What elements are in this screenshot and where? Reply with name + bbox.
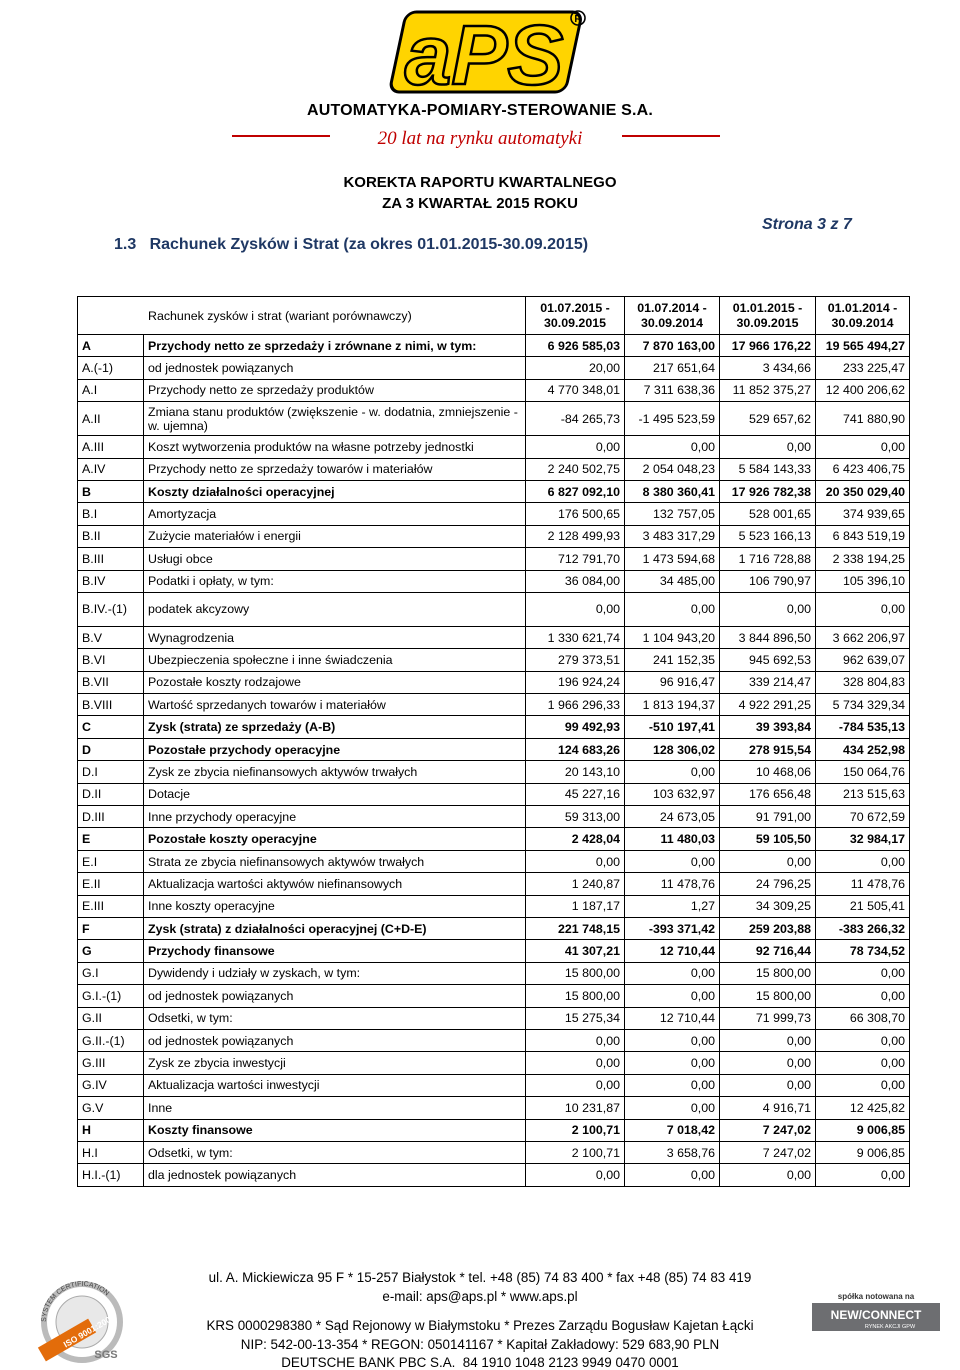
- table-row: [78, 671, 910, 693]
- row-value: 0,00: [720, 436, 816, 458]
- row-value: 11 480,03: [625, 828, 720, 850]
- row-value: 0,00: [816, 1164, 910, 1186]
- row-value: 66 308,70: [816, 1007, 910, 1029]
- row-value: 7 247,02: [720, 1141, 816, 1163]
- row-value: 529 657,62: [720, 402, 816, 436]
- row-code: H.I: [78, 1141, 144, 1163]
- row-value: 0,00: [816, 1052, 910, 1074]
- row-value: 2 428,04: [526, 828, 625, 850]
- row-value: 15 800,00: [526, 985, 625, 1007]
- row-value: 15 800,00: [720, 985, 816, 1007]
- table-row: [78, 1164, 910, 1186]
- row-value: 96 916,47: [625, 671, 720, 693]
- row-value: 0,00: [526, 1164, 625, 1186]
- row-value: 24 796,25: [720, 873, 816, 895]
- row-value: 0,00: [526, 436, 625, 458]
- footer-tax-ids: NIP: 542-00-13-354 * REGON: 050141167 * Kapitał Zakładowy: 529 683,90 PLN: [240, 1337, 720, 1352]
- row-code: G.V: [78, 1097, 144, 1119]
- company-name: AUTOMATYKA-POMIARY-STEROWANIE S.A.: [306, 102, 654, 119]
- svg-text:R: R: [574, 14, 582, 25]
- row-value: 20 350 029,40: [816, 480, 910, 502]
- row-label: Zużycie materiałów i energii: [144, 525, 526, 547]
- row-value: 24 673,05: [625, 806, 720, 828]
- row-label: Koszty finansowe: [144, 1119, 526, 1141]
- row-value: 945 692,53: [720, 649, 816, 671]
- row-code: B.VIII: [78, 694, 144, 716]
- row-value: 0,00: [526, 1074, 625, 1096]
- row-label: Zysk (strata) ze sprzedaży (A-B): [144, 716, 526, 738]
- row-code: A.III: [78, 436, 144, 458]
- table-row: [78, 458, 910, 480]
- row-value: 0,00: [625, 1029, 720, 1051]
- table-row: [78, 480, 910, 502]
- row-value: 741 880,90: [816, 402, 910, 436]
- column-header: 01.07.2014 - 30.09.2014: [625, 297, 720, 335]
- row-value: 5 734 329,34: [816, 694, 910, 716]
- row-value: 1 473 594,68: [625, 548, 720, 570]
- row-code: B.III: [78, 548, 144, 570]
- row-value: -84 265,73: [526, 402, 625, 436]
- row-value: 39 393,84: [720, 716, 816, 738]
- row-value: 11 478,76: [625, 873, 720, 895]
- row-code: A.(-1): [78, 357, 144, 379]
- table-row: [78, 626, 910, 648]
- table-row: [78, 783, 910, 805]
- row-value: 9 006,85: [816, 1119, 910, 1141]
- row-value: 78 734,52: [816, 940, 910, 962]
- row-label: Przychody netto ze sprzedaży towarów i materiałów: [144, 458, 526, 480]
- row-code: G.I: [78, 962, 144, 984]
- table-row: [78, 828, 910, 850]
- row-value: -383 266,32: [816, 917, 910, 939]
- row-value: 374 939,65: [816, 503, 910, 525]
- row-label: podatek akcyzowy: [144, 592, 526, 626]
- row-value: 34 485,00: [625, 570, 720, 592]
- table-row: [78, 761, 910, 783]
- row-value: 17 966 176,22: [720, 335, 816, 357]
- row-value: 0,00: [526, 592, 625, 626]
- row-code: G.IV: [78, 1074, 144, 1096]
- column-header: 01.01.2015 - 30.09.2015: [720, 297, 816, 335]
- row-code: B.II: [78, 525, 144, 547]
- row-label: Wartość sprzedanych towarów i materiałów: [144, 694, 526, 716]
- row-value: 1 104 943,20: [625, 626, 720, 648]
- row-value: 0,00: [625, 1097, 720, 1119]
- row-code: D.III: [78, 806, 144, 828]
- report-title: KOREKTA RAPORTU KWARTALNEGO: [343, 174, 617, 191]
- row-label: Pozostałe koszty rodzajowe: [144, 671, 526, 693]
- row-value: 233 225,47: [816, 357, 910, 379]
- row-value: 0,00: [625, 850, 720, 872]
- table-row: [78, 525, 910, 547]
- row-value: 99 492,93: [526, 716, 625, 738]
- table-row: [78, 1074, 910, 1096]
- row-label: Zmiana stanu produktów (zwiększenie - w. dodatnia, zmniejszenie - w. ujemna): [144, 402, 526, 436]
- row-value: 9 006,85: [816, 1141, 910, 1163]
- row-label: Zysk (strata) z działalności operacyjnej (C+D-E): [144, 917, 526, 939]
- table-row: [78, 1052, 910, 1074]
- row-value: 128 306,02: [625, 738, 720, 760]
- row-label: Koszty działalności operacyjnej: [144, 480, 526, 502]
- row-value: -784 535,13: [816, 716, 910, 738]
- row-value: 5 584 143,33: [720, 458, 816, 480]
- row-value: 0,00: [720, 850, 816, 872]
- footer-bank: DEUTSCHE BANK PBC S.A. 84 1910 1048 2123 9949 0470 0001: [281, 1355, 679, 1370]
- row-value: 15 800,00: [720, 962, 816, 984]
- row-value: 221 748,15: [526, 917, 625, 939]
- row-label: Przychody netto ze sprzedaży produktów: [144, 379, 526, 401]
- table-row: [78, 649, 910, 671]
- row-value: 2 240 502,75: [526, 458, 625, 480]
- row-value: 0,00: [625, 1164, 720, 1186]
- row-value: 2 128 499,93: [526, 525, 625, 547]
- row-value: 0,00: [625, 592, 720, 626]
- table-row: [78, 335, 910, 357]
- row-code: A: [78, 335, 144, 357]
- row-value: 36 084,00: [526, 570, 625, 592]
- row-code: G.I.-(1): [78, 985, 144, 1007]
- row-value: 7 311 638,36: [625, 379, 720, 401]
- row-value: 3 658,76: [625, 1141, 720, 1163]
- row-value: 12 400 206,62: [816, 379, 910, 401]
- row-label: od jednostek powiązanych: [144, 985, 526, 1007]
- row-label: Koszt wytworzenia produktów na własne potrzeby jednostki: [144, 436, 526, 458]
- row-code: C: [78, 716, 144, 738]
- row-value: 3 434,66: [720, 357, 816, 379]
- row-value: -1 495 523,59: [625, 402, 720, 436]
- newconnect-logo: [810, 1290, 942, 1334]
- row-value: 0,00: [720, 1029, 816, 1051]
- row-value: 4 922 291,25: [720, 694, 816, 716]
- row-value: 7 870 163,00: [625, 335, 720, 357]
- row-value: 0,00: [816, 1074, 910, 1096]
- row-value: 12 710,44: [625, 1007, 720, 1029]
- row-code: H.I.-(1): [78, 1164, 144, 1186]
- row-value: 339 214,47: [720, 671, 816, 693]
- row-value: 2 054 048,23: [625, 458, 720, 480]
- row-code: G: [78, 940, 144, 962]
- partner-line1: spółka notowana na: [837, 1292, 915, 1301]
- aps-logo: [360, 4, 600, 100]
- row-value: 712 791,70: [526, 548, 625, 570]
- row-value: 71 999,73: [720, 1007, 816, 1029]
- table-row: [78, 917, 910, 939]
- row-value: 0,00: [816, 850, 910, 872]
- row-label: Strata ze zbycia niefinansowych aktywów trwałych: [144, 850, 526, 872]
- report-subtitle: ZA 3 KWARTAŁ 2015 ROKU: [382, 195, 578, 212]
- row-value: 34 309,25: [720, 895, 816, 917]
- table-row: [78, 738, 910, 760]
- row-label: Zysk ze zbycia niefinansowych aktywów trwałych: [144, 761, 526, 783]
- row-value: 91 791,00: [720, 806, 816, 828]
- row-label: Usługi obce: [144, 548, 526, 570]
- row-value: 103 632,97: [625, 783, 720, 805]
- row-value: 150 064,76: [816, 761, 910, 783]
- cert-iso-text: ISO 9001:2008: [61, 1311, 117, 1350]
- table-row: [78, 1007, 910, 1029]
- row-value: 6 926 585,03: [526, 335, 625, 357]
- table-row: [78, 716, 910, 738]
- partner-line2: NEW/CONNECT: [830, 1308, 922, 1322]
- row-code: D.I: [78, 761, 144, 783]
- page-number: Strona 3 z 7: [762, 216, 852, 233]
- row-code: A.I: [78, 379, 144, 401]
- row-value: 20 143,10: [526, 761, 625, 783]
- row-value: 6 843 519,19: [816, 525, 910, 547]
- row-value: 11 478,76: [816, 873, 910, 895]
- row-value: 4 770 348,01: [526, 379, 625, 401]
- row-code: G.II.-(1): [78, 1029, 144, 1051]
- table-row: [78, 379, 910, 401]
- row-value: 0,00: [625, 962, 720, 984]
- tagline: 20 lat na rynku automatyki: [377, 128, 583, 149]
- row-value: 0,00: [816, 985, 910, 1007]
- row-value: 0,00: [720, 592, 816, 626]
- row-code: B.IV.-(1): [78, 592, 144, 626]
- table-row: [78, 592, 910, 626]
- row-code: E.II: [78, 873, 144, 895]
- row-value: 0,00: [720, 1074, 816, 1096]
- row-label: Inne przychody operacyjne: [144, 806, 526, 828]
- table-header-row: [78, 297, 910, 335]
- row-code: G.III: [78, 1052, 144, 1074]
- table-row: [78, 694, 910, 716]
- row-value: 0,00: [625, 985, 720, 1007]
- row-code: F: [78, 917, 144, 939]
- row-value: 528 001,65: [720, 503, 816, 525]
- table-row: [78, 940, 910, 962]
- row-label: Przychody netto ze sprzedaży i zrównane z nimi, w tym:: [144, 335, 526, 357]
- row-value: 0,00: [625, 761, 720, 783]
- table-row: [78, 850, 910, 872]
- row-value: 10 231,87: [526, 1097, 625, 1119]
- row-value: 196 924,24: [526, 671, 625, 693]
- table-row: [78, 402, 910, 436]
- row-value: 328 804,83: [816, 671, 910, 693]
- row-value: 278 915,54: [720, 738, 816, 760]
- table-title: Rachunek zysków i strat (wariant porównawczy): [78, 297, 526, 335]
- row-value: 3 844 896,50: [720, 626, 816, 648]
- row-value: 0,00: [816, 1029, 910, 1051]
- row-value: 4 916,71: [720, 1097, 816, 1119]
- row-value: 21 505,41: [816, 895, 910, 917]
- row-value: 6 423 406,75: [816, 458, 910, 480]
- row-value: 3 662 206,97: [816, 626, 910, 648]
- row-code: H: [78, 1119, 144, 1141]
- row-label: Wynagrodzenia: [144, 626, 526, 648]
- row-value: 1 813 194,37: [625, 694, 720, 716]
- row-code: E.III: [78, 895, 144, 917]
- table-row: [78, 436, 910, 458]
- row-label: Zysk ze zbycia inwestycji: [144, 1052, 526, 1074]
- row-value: 1 716 728,88: [720, 548, 816, 570]
- section-title: 1.3 Rachunek Zysków i Strat (za okres 01.01.2015-30.09.2015): [114, 236, 589, 253]
- row-value: 17 926 782,38: [720, 480, 816, 502]
- row-value: 124 683,26: [526, 738, 625, 760]
- row-label: Pozostałe przychody operacyjne: [144, 738, 526, 760]
- row-code: D.II: [78, 783, 144, 805]
- row-value: 7 018,42: [625, 1119, 720, 1141]
- row-code: D: [78, 738, 144, 760]
- row-code: B.V: [78, 626, 144, 648]
- row-value: 1 240,87: [526, 873, 625, 895]
- row-label: dla jednostek powiązanych: [144, 1164, 526, 1186]
- table-row: [78, 873, 910, 895]
- row-label: Inne koszty operacyjne: [144, 895, 526, 917]
- row-value: 1,27: [625, 895, 720, 917]
- table-row: [78, 503, 910, 525]
- row-label: Odsetki, w tym:: [144, 1141, 526, 1163]
- table-row: [78, 548, 910, 570]
- row-value: 8 380 360,41: [625, 480, 720, 502]
- tagline-line-right: [622, 135, 720, 137]
- row-value: 0,00: [526, 850, 625, 872]
- row-value: 241 152,35: [625, 649, 720, 671]
- row-label: Aktualizacja wartości inwestycji: [144, 1074, 526, 1096]
- row-value: 70 672,59: [816, 806, 910, 828]
- row-label: Pozostałe koszty operacyjne: [144, 828, 526, 850]
- row-value: 0,00: [720, 1164, 816, 1186]
- table-row: [78, 985, 910, 1007]
- table-row: [78, 1097, 910, 1119]
- row-label: od jednostek powiązanych: [144, 357, 526, 379]
- table-row: [78, 1029, 910, 1051]
- table-body: [78, 297, 910, 1187]
- cert-top-text: SYSTEM CERTIFICATION: [40, 1280, 111, 1323]
- row-value: 962 639,07: [816, 649, 910, 671]
- table-row: [78, 570, 910, 592]
- row-value: 132 757,05: [625, 503, 720, 525]
- row-value: 259 203,88: [720, 917, 816, 939]
- row-value: 0,00: [625, 1052, 720, 1074]
- row-label: Amortyzacja: [144, 503, 526, 525]
- row-value: 0,00: [816, 592, 910, 626]
- row-code: E.I: [78, 850, 144, 872]
- row-code: B.VI: [78, 649, 144, 671]
- row-code: B.IV: [78, 570, 144, 592]
- row-code: B.VII: [78, 671, 144, 693]
- table-row: [78, 1141, 910, 1163]
- row-value: 10 468,06: [720, 761, 816, 783]
- row-label: od jednostek powiązanych: [144, 1029, 526, 1051]
- row-value: 92 716,44: [720, 940, 816, 962]
- row-value: 20,00: [526, 357, 625, 379]
- row-value: 15 275,34: [526, 1007, 625, 1029]
- row-code: A.IV: [78, 458, 144, 480]
- footer-registry: KRS 0000298380 * Sąd Rejonowy w Białymstoku * Prezes Zarządu Bogusław Kajetan Łącki: [206, 1318, 754, 1333]
- row-label: Ubezpieczenia społeczne i inne świadczenia: [144, 649, 526, 671]
- row-value: 15 800,00: [526, 962, 625, 984]
- row-label: Inne: [144, 1097, 526, 1119]
- row-value: -393 371,42: [625, 917, 720, 939]
- row-label: Podatki i opłaty, w tym:: [144, 570, 526, 592]
- column-header: 01.07.2015 - 30.09.2015: [526, 297, 625, 335]
- row-value: 176 500,65: [526, 503, 625, 525]
- table-row: [78, 357, 910, 379]
- row-value: 6 827 092,10: [526, 480, 625, 502]
- row-value: 434 252,98: [816, 738, 910, 760]
- row-value: 0,00: [526, 1052, 625, 1074]
- row-code: B: [78, 480, 144, 502]
- row-label: Dotacje: [144, 783, 526, 805]
- row-code: E: [78, 828, 144, 850]
- row-value: 213 515,63: [816, 783, 910, 805]
- row-value: 1 187,17: [526, 895, 625, 917]
- partner-line3: RYNEK AKCJI GPW: [864, 1324, 916, 1330]
- row-value: 105 396,10: [816, 570, 910, 592]
- row-value: 3 483 317,29: [625, 525, 720, 547]
- column-header: 01.01.2014 - 30.09.2014: [816, 297, 910, 335]
- row-value: -510 197,41: [625, 716, 720, 738]
- cert-sgs-text: SGS: [94, 1349, 118, 1361]
- row-code: A.II: [78, 402, 144, 436]
- footer-contact: e-mail: aps@aps.pl * www.aps.pl: [382, 1289, 578, 1304]
- row-value: 0,00: [526, 1029, 625, 1051]
- row-value: 59 105,50: [720, 828, 816, 850]
- row-value: 0,00: [816, 436, 910, 458]
- row-code: B.I: [78, 503, 144, 525]
- row-value: 217 651,64: [625, 357, 720, 379]
- row-value: 12 710,44: [625, 940, 720, 962]
- table-row: [78, 962, 910, 984]
- row-value: 59 313,00: [526, 806, 625, 828]
- row-value: 41 307,21: [526, 940, 625, 962]
- row-value: 0,00: [625, 436, 720, 458]
- table-row: [78, 806, 910, 828]
- logo-text: aPS: [404, 8, 564, 100]
- row-value: 0,00: [816, 962, 910, 984]
- table-row: [78, 895, 910, 917]
- row-label: Dywidendy i udziały w zyskach, w tym:: [144, 962, 526, 984]
- row-value: 176 656,48: [720, 783, 816, 805]
- row-value: 0,00: [625, 1074, 720, 1096]
- row-value: 2 338 194,25: [816, 548, 910, 570]
- row-value: 7 247,02: [720, 1119, 816, 1141]
- row-label: Aktualizacja wartości aktywów niefinansowych: [144, 873, 526, 895]
- row-value: 1 330 621,74: [526, 626, 625, 648]
- income-statement-table: [77, 296, 910, 1187]
- row-value: 2 100,71: [526, 1119, 625, 1141]
- row-value: 32 984,17: [816, 828, 910, 850]
- row-value: 1 966 296,33: [526, 694, 625, 716]
- row-value: 0,00: [720, 1052, 816, 1074]
- row-label: Przychody finansowe: [144, 940, 526, 962]
- row-value: 2 100,71: [526, 1141, 625, 1163]
- row-code: G.II: [78, 1007, 144, 1029]
- footer-address: ul. A. Mickiewicza 95 F * 15-257 Białystok * tel. +48 (85) 74 83 400 * fax +48 (85) 74 83 419: [208, 1270, 752, 1285]
- row-value: 5 523 166,13: [720, 525, 816, 547]
- row-value: 19 565 494,27: [816, 335, 910, 357]
- row-value: 11 852 375,27: [720, 379, 816, 401]
- row-label: Odsetki, w tym:: [144, 1007, 526, 1029]
- table-row: [78, 1119, 910, 1141]
- row-value: 279 373,51: [526, 649, 625, 671]
- row-value: 106 790,97: [720, 570, 816, 592]
- row-value: 45 227,16: [526, 783, 625, 805]
- row-value: 12 425,82: [816, 1097, 910, 1119]
